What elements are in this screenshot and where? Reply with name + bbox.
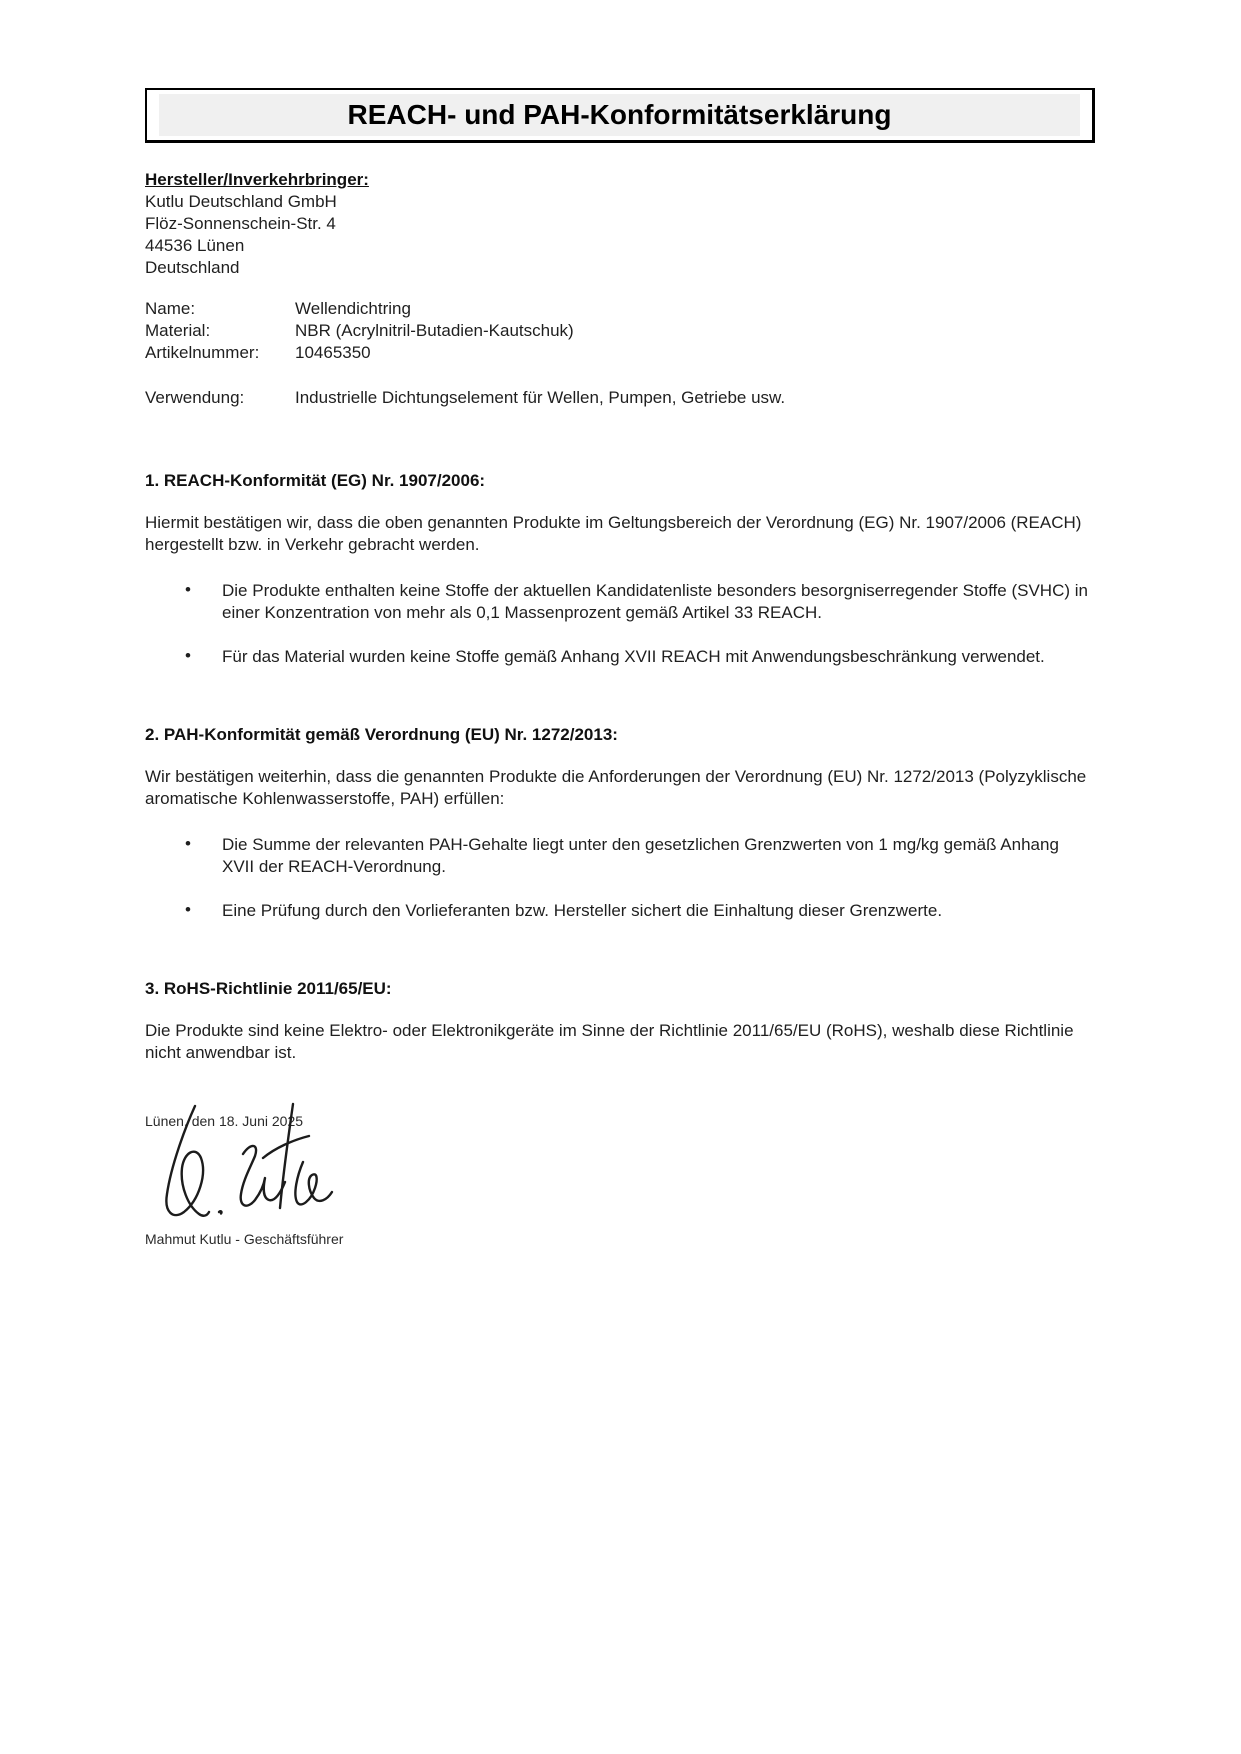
product-articlenumber-value: 10465350 [295, 343, 371, 362]
product-material-value: NBR (Acrylnitril-Butadien-Kautschuk) [295, 321, 574, 340]
bullet-item: • Die Summe der relevanten PAH-Gehalte liegt unter den gesetzlichen Grenzwerten von 1 mg/kg gemäß Anhang XVII der REACH-Verordnung. [222, 834, 1095, 878]
product-usage-label: Verwendung: [145, 388, 245, 407]
signature-name: Mahmut Kutlu - Geschäftsführer [145, 1231, 344, 1247]
manufacturer-name: Kutlu Deutschland GmbH [145, 192, 337, 211]
section-pah-body: Wir bestätigen weiterhin, dass die genannten Produkte die Anforderungen der Verordnung (EU) Nr. 1272/2013 (Polyzyklische aromatische Kohlenwasserstoffe, PAH) erfüllen: [145, 767, 1087, 808]
section-reach-body: Hiermit bestätigen wir, dass die oben genannten Produkte im Geltungsbereich der Verordnung (EG) Nr. 1907/2006 (REACH) hergestellt bzw. in Verkehr gebracht werden. [145, 513, 1082, 554]
signature-date: Lünen, den 18. Juni 2025 [145, 1113, 304, 1129]
bullet-item: • Eine Prüfung durch den Vorlieferanten bzw. Hersteller sichert die Einhaltung dieser Grenzwerte. [222, 900, 1095, 922]
signature-image [151, 1102, 336, 1232]
section-rohs-heading: 3. RoHS-Richtlinie 2011/65/EU: [145, 979, 392, 998]
section-pah-bullets [145, 834, 1095, 922]
section-reach-bullets [145, 580, 1095, 668]
page-title: REACH- und PAH-Konformitätserklärung [159, 94, 1080, 136]
product-usage-row [145, 387, 1095, 409]
section-pah-heading: 2. PAH-Konformität gemäß Verordnung (EU) Nr. 1272/2013: [145, 725, 618, 744]
manufacturer-city: 44536 Lünen [145, 236, 245, 255]
product-details [145, 298, 1095, 364]
manufacturer-street: Flöz-Sonnenschein-Str. 4 [145, 214, 336, 233]
manufacturer-heading: Hersteller/Inverkehrbringer: [145, 170, 369, 189]
manufacturer-country: Deutschland [145, 258, 240, 277]
product-articlenumber-label: Artikelnummer: [145, 343, 260, 362]
manufacturer-block [145, 169, 1095, 279]
section-rohs-body: Die Produkte sind keine Elektro- oder Elektronikgeräte im Sinne der Richtlinie 2011/65/EU (RoHS), weshalb diese Richtlinie nicht anwendbar ist. [145, 1021, 1074, 1062]
bullet-item: • Für das Material wurden keine Stoffe gemäß Anhang XVII REACH mit Anwendungsbeschränkung verwendet. [222, 646, 1095, 668]
product-usage-value: Industrielle Dichtungselement für Wellen, Pumpen, Getriebe usw. [295, 388, 786, 407]
product-name-value: Wellendichtring [295, 299, 411, 318]
product-articlenumber-row [145, 342, 1095, 364]
section-reach-heading: 1. REACH-Konformität (EG) Nr. 1907/2006: [145, 471, 486, 490]
title-box [145, 88, 1095, 143]
product-name-label: Name: [145, 299, 196, 318]
signature-block [145, 1112, 1095, 1262]
product-material-label: Material: [145, 321, 211, 340]
bullet-item: • Die Produkte enthalten keine Stoffe der aktuellen Kandidatenliste besonders besorgniserregender Stoffe (SVHC) in einer Konzentration von mehr als 0,1 Massenprozent gemäß Artikel 33 REACH. [222, 580, 1095, 624]
product-name-row [145, 298, 1095, 320]
product-material-row [145, 320, 1095, 342]
